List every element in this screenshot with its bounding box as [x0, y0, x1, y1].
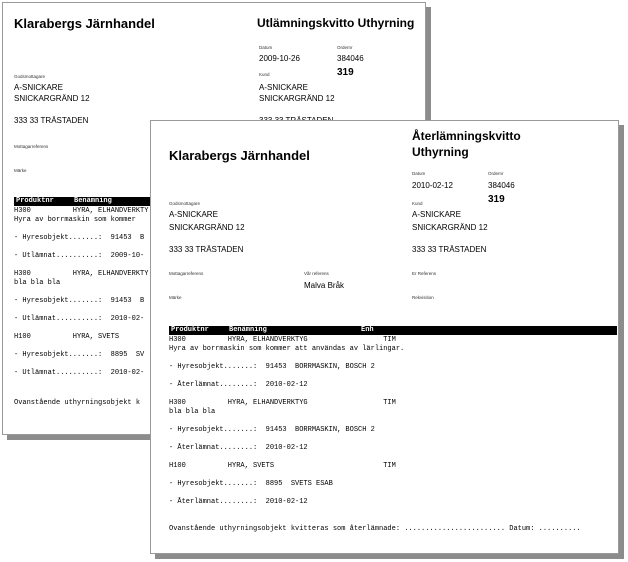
kund-city: 333 33 TRÄSTADEN	[412, 245, 487, 254]
item-line	[14, 324, 148, 333]
item-line	[169, 471, 404, 480]
col-benamning: Benämning	[229, 326, 267, 334]
item-line: H100 HYRA, SVETS TIM	[169, 462, 396, 470]
item-lines	[169, 336, 404, 507]
item-line: - Hyresobjekt.......: 8895 SVETS ESAB	[169, 480, 333, 488]
er-referens-label: Er Referens	[412, 271, 437, 276]
godsmottagare-name: A-SNICKARE	[14, 83, 63, 92]
godsmottagare-name: A-SNICKARE	[169, 210, 218, 219]
item-line	[169, 390, 404, 399]
item-line: H100 HYRA, SVETS	[14, 333, 120, 341]
item-line: H300 HYRA, ELHANDVERKTYG TIM	[169, 336, 396, 344]
col-enh: Enh	[361, 326, 374, 334]
item-line: - Hyresobjekt.......: 91453 B	[14, 297, 145, 305]
item-line	[169, 417, 404, 426]
item-line: Hyra av borrmaskin som kommer	[14, 216, 136, 224]
item-line	[14, 342, 148, 351]
items-header	[169, 326, 617, 335]
marke-label: Märke	[14, 168, 27, 173]
item-line: H300 HYRA, ELHANDVERKTY	[14, 270, 149, 278]
item-line: - Återlämnat........: 2010-02-12	[169, 381, 308, 389]
document-title: Utlämningskvitto Uthyrning	[257, 16, 415, 30]
item-line: H300 HYRA, ELHANDVERKTYG TIM	[169, 399, 396, 407]
kund-label: Kund	[412, 201, 423, 206]
item-line: - Utlämnat..........: 2010-02-	[14, 369, 145, 377]
document-title-line1: Återlämningskvitto	[412, 129, 521, 143]
datum-label: Datum	[259, 45, 273, 50]
datum-value: 2010-02-12	[412, 181, 453, 190]
godsmottagare-label: Godsmottagare	[14, 74, 46, 79]
item-line: - Hyresobjekt.......: 91453 BORRMASKIN, BOSCH 2	[169, 426, 375, 434]
item-line	[169, 354, 404, 363]
mottagarreferens-label: Mottagarreferens	[14, 144, 49, 149]
kund-name: A-SNICKARE	[259, 83, 308, 92]
item-line: bla bla bla	[14, 279, 61, 287]
item-line	[14, 225, 148, 234]
item-line	[169, 372, 404, 381]
godsmottagare-city: 333 33 TRÄSTADEN	[169, 245, 244, 254]
item-line: bla bla bla	[169, 408, 216, 416]
marke-label: Märke	[169, 295, 182, 300]
item-line: - Hyresobjekt.......: 8895 SV	[14, 351, 145, 359]
godsmottagare-label: Godsmottagare	[169, 201, 201, 206]
item-line	[14, 288, 148, 297]
item-line: - Återlämnat........: 2010-02-12	[169, 444, 308, 452]
ordernr-value: 384046	[488, 181, 515, 190]
document-title-line2: Uthyrning	[412, 145, 469, 159]
aterlamningskvitto-document	[150, 120, 619, 554]
item-line	[14, 261, 148, 270]
item-line: - Hyresobjekt.......: 91453 B	[14, 234, 145, 242]
item-line: - Hyresobjekt.......: 91453 BORRMASKIN, BOSCH 2	[169, 363, 375, 371]
item-line: H300 HYRA, ELHANDVERKTY	[14, 207, 149, 215]
item-line	[14, 243, 148, 252]
var-referens-value: Malva Bråk	[304, 281, 345, 290]
kund-label: Kund	[259, 72, 270, 77]
item-line	[169, 453, 404, 462]
company-name: Klarabergs Järnhandel	[169, 148, 310, 163]
ordernr-value: 384046	[337, 54, 364, 63]
kund-name: A-SNICKARE	[412, 210, 461, 219]
mottagarreferens-label: Mottagarreferens	[169, 271, 204, 276]
item-line	[169, 489, 404, 498]
item-line: - Utlämnat..........: 2010-02-	[14, 315, 145, 323]
item-line	[14, 306, 148, 315]
datum-value: 2009-10-26	[259, 54, 300, 63]
rekvisition-label: Rekvisition	[412, 295, 434, 300]
godsmottagare-street: SNICKARGRÄND 12	[14, 94, 90, 103]
item-line	[14, 360, 148, 369]
datum-label: Datum	[412, 171, 426, 176]
godsmottagare-street: SNICKARGRÄND 12	[169, 223, 245, 232]
footer-text: Ovanstående uthyrningsobjekt k	[14, 399, 141, 407]
var-referens-label: Vår referens	[304, 271, 329, 276]
kund-street: SNICKARGRÄND 12	[412, 223, 488, 232]
item-line	[169, 435, 404, 444]
item-line: - Återlämnat........: 2010-02-12	[169, 498, 308, 506]
kund-number: 319	[337, 67, 354, 78]
ordernr-label: Ordernr	[488, 171, 504, 176]
company-name: Klarabergs Järnhandel	[14, 16, 155, 31]
godsmottagare-city: 333 33 TRÄSTADEN	[14, 116, 89, 125]
col-produktnr: Produktnr	[16, 197, 54, 205]
ordernr-label: Ordernr	[337, 45, 353, 50]
kund-number: 319	[488, 194, 505, 205]
footer-text: Ovanstående uthyrningsobjekt kvitteras som återlämnade: ........................ Datum: ..........	[169, 525, 581, 533]
col-produktnr: Produktnr	[171, 326, 209, 334]
col-benamning: Benämning	[74, 197, 112, 205]
item-lines	[14, 207, 148, 378]
item-line: Hyra av borrmaskin som kommer att användas av lärlingar.	[169, 345, 405, 353]
kund-street: SNICKARGRÄND 12	[259, 94, 335, 103]
item-line: - Utlämnat..........: 2009-10-	[14, 252, 145, 260]
